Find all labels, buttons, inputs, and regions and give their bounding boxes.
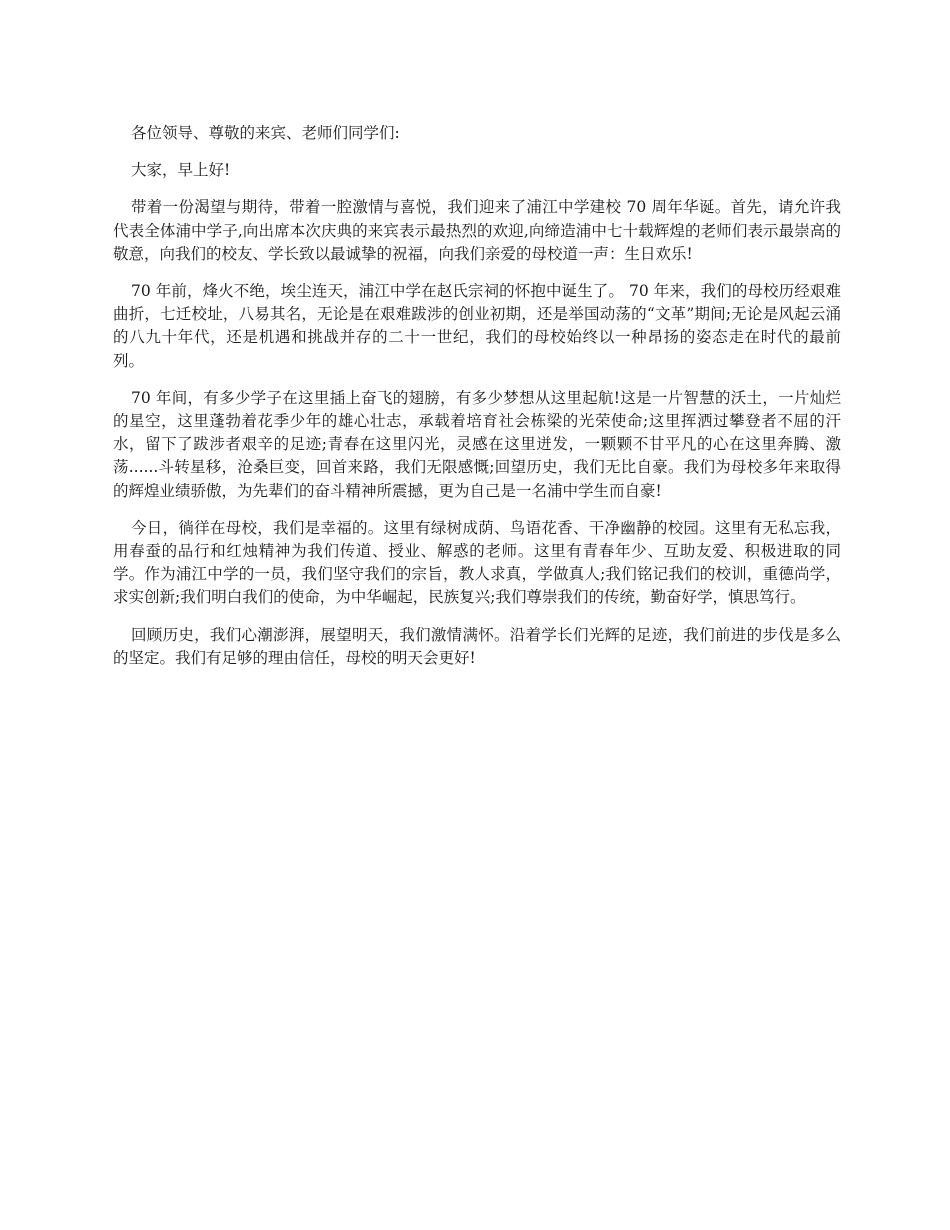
document-body — [113, 122, 841, 684]
paragraph: 今日，徜徉在母校，我们是幸福的。这里有绿树成荫、鸟语花香、干净幽静的校园。这里有无私忘我，用春蚕的品行和红烛精神为我们传道、授业、解惑的老师。这里有青春年少、互助友爱、积极进取的同学。作为浦江中学的一员，我们坚守我们的宗旨，教人求真，学做真人;我们铭记我们的校训，重德尚学，求实创新;我们明白我们的使命，为中华崛起，民族复兴;我们尊崇我们的传统，勤奋好学，慎思笃行。 — [113, 518, 841, 607]
paragraph: 回顾历史，我们心潮澎湃，展望明天，我们激情满怀。沿着学长们光辉的足迹，我们前进的步伐是多么的坚定。我们有足够的理由信任，母校的明天会更好! — [113, 625, 841, 667]
greeting: 大家，早上好! — [131, 161, 231, 180]
paragraph: 70 年间，有多少学子在这里插上奋飞的翅膀，有多少梦想从这里起航!这是一片智慧的沃土，一片灿烂的星空，这里蓬勃着花季少年的雄心壮志，承载着培育社会栋梁的光荣使命;这里挥洒过攀登者不屈的汗水，留下了跋涉者艰辛的足迹;青春在这里闪光，灵感在这里迸发，一颗颗不甘平凡的心在这里奔腾、激荡......斗转星移，沧桑巨变，回首来路，我们无限感慨;回望历史，我们无比自豪。我们为母校多年来取得的辉煌业绩骄傲，为先辈们的奋斗精神所震撼，更为自己是一名浦中学生而自豪! — [113, 388, 841, 500]
paragraph: 带着一份渴望与期待，带着一腔激情与喜悦，我们迎来了浦江中学建校 70 周年华诞。首先，请允许我代表全体浦中学子,向出席本次庆典的来宾表示最热烈的欢迎,向缔造浦中七十载辉煌的老师们表示最崇高的敬意，向我们的校友、学长致以最诚挚的祝福，向我们亲爱的母校道一声：生日欢乐! — [113, 198, 841, 263]
salutation: 各位领导、尊敬的来宾、老师们同学们: — [131, 124, 400, 142]
paragraph: 70 年前，烽火不绝，埃尘连天，浦江中学在赵氏宗祠的怀抱中诞生了。 70 年来，我们的母校历经艰难曲折，七迁校址，八易其名，无论是在艰难跋涉的创业初期，还是举国动荡的“文革”期间;无论是风起云涌的八九十年代，还是机遇和挑战并存的二十一世纪，我们的母校始终以一种昂扬的姿态走在时代的最前列。 — [113, 282, 841, 370]
